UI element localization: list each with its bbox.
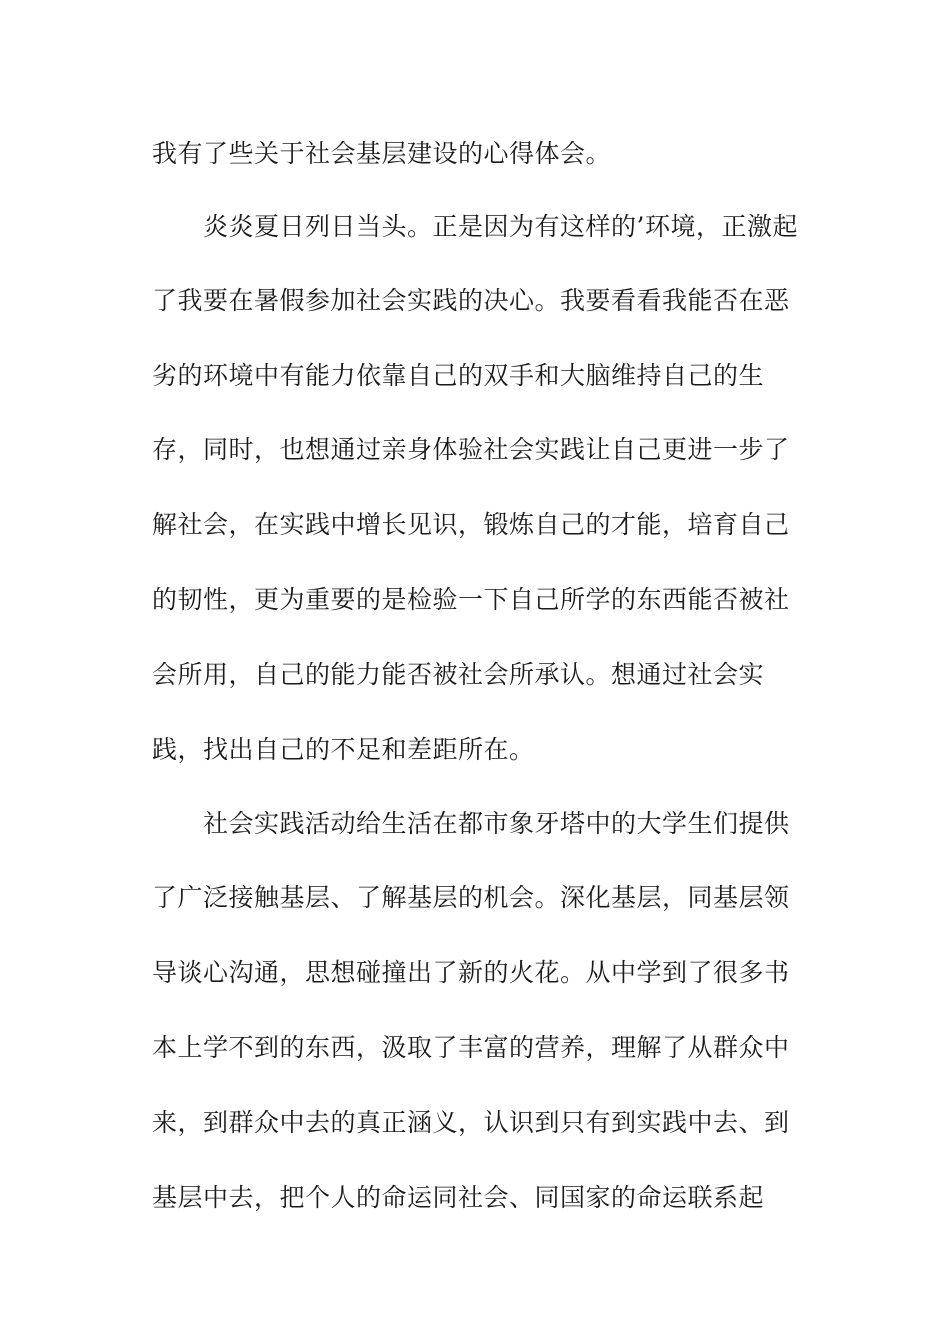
text-line: 导谈心沟通，思想碰撞出了新的火花。从中学到了很多书 [152,958,790,987]
text-line: 了广泛接触基层、了解基层的机会。深化基层，同基层领 [152,883,790,912]
text-line: 我有了些关于社会基层建设的心得体会。 [152,139,612,168]
text-line: 践，找出自己的不足和差距所在。 [152,735,535,764]
text-line: 了我要在暑假参加社会实践的决心。我要看看我能否在恶 [152,286,790,315]
text-line: 会所用，自己的能力能否被社会所承认。想通过社会实 [152,660,765,689]
text-line: 来，到群众中去的真正涵义，认识到只有到实践中去、到 [152,1108,790,1137]
text-line: 劣的环境中有能力依靠自己的双手和大脑维持自己的生 [152,361,765,390]
paragraph-start-line: 社会实践活动给生活在都市象牙塔中的大学生们提供 [203,809,790,838]
text-line: 基层中去，把个人的命运同社会、同国家的命运联系起 [152,1183,765,1212]
text-line: 本上学不到的东西，汲取了丰富的营养，理解了从群众中 [152,1033,790,1062]
text-line: 存，同时，也想通过亲身体验社会实践让自己更进一步了 [152,435,790,464]
text-line: 解社会，在实践中增长见识，锻炼自己的才能，培育自己 [152,510,790,539]
paragraph-start-line: 炎炎夏日列日当头。正是因为有这样的’环境，正激起 [203,212,798,241]
text-line: 的韧性，更为重要的是检验一下自己所学的东西能否被社 [152,585,790,614]
